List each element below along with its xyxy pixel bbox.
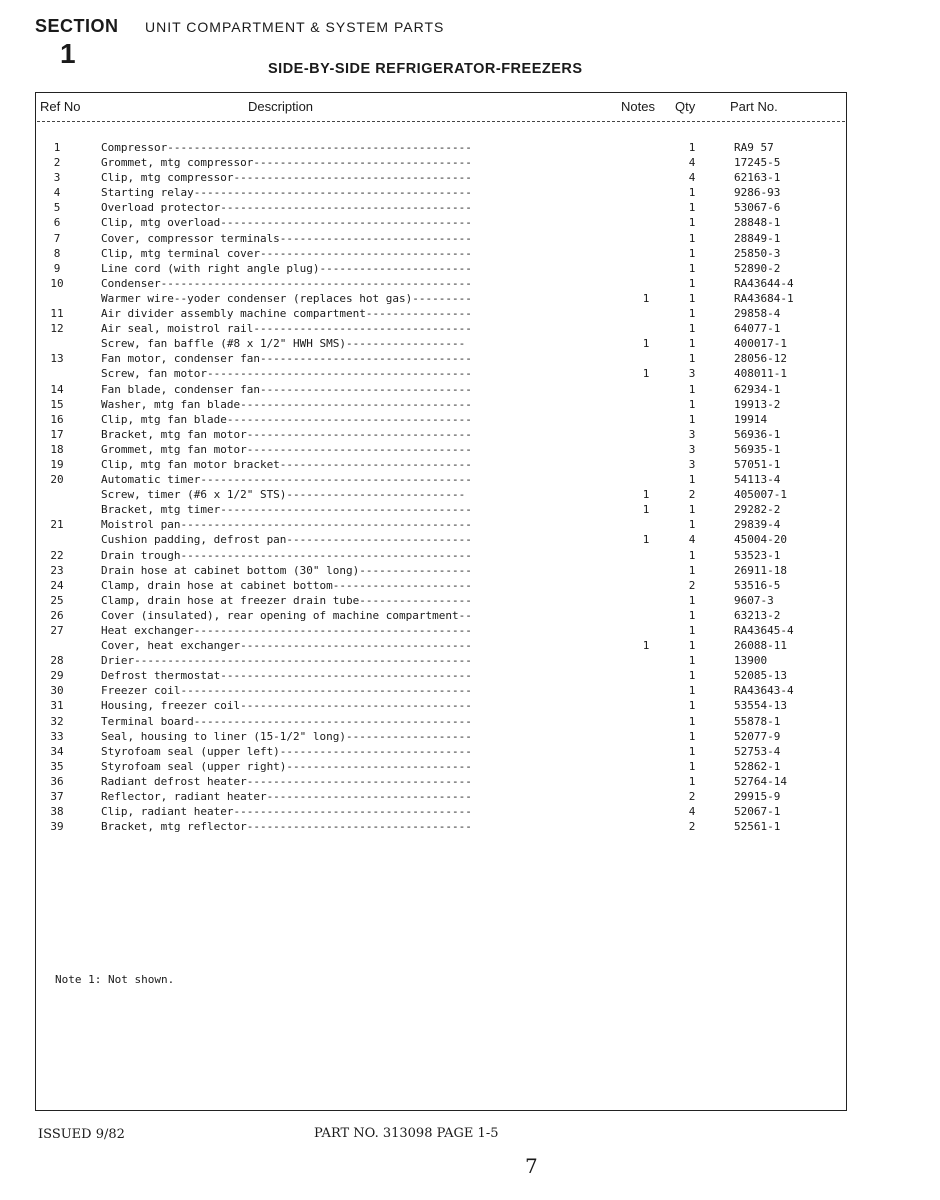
ref-no-cell: 13 [50,352,64,366]
table-row [0,276,940,291]
part-no-cell: 405007-1 [734,488,787,502]
part-no-cell: 56935-1 [734,442,781,456]
qty-cell: 1 [688,216,696,230]
description-cell: Styrofoam seal (upper left)----------------------------- [101,744,472,758]
description-cell: Clip, mtg terminal cover-------------------------------- [101,246,472,260]
table-row [0,487,940,502]
description-cell: Clamp, drain hose at cabinet bottom--------------------- [101,578,472,592]
qty-cell: 3 [688,367,696,381]
table-row [0,140,940,155]
part-no-cell: RA43645-4 [734,624,794,637]
header-qty: Qty [675,99,696,114]
qty-cell: 2 [688,578,696,592]
ref-no-cell: 21 [50,518,64,532]
part-no-cell: 17245-5 [734,156,781,170]
part-no-cell: 52067-1 [734,805,781,819]
qty-cell: 1 [688,503,696,517]
qty-cell: 1 [688,639,696,653]
ref-no-cell: 19 [50,457,64,471]
part-no-cell: 52561-1 [734,820,781,834]
qty-cell: 1 [688,548,696,562]
notes-cell: 1 [642,533,650,547]
part-no-cell: 29839-4 [734,518,781,532]
description-cell: Air seal, moistrol rail--------------------------------- [101,322,472,336]
part-no-cell: 57051-1 [734,457,781,471]
ref-no-cell: 26 [50,608,64,622]
notes-cell: 1 [642,367,650,381]
description-cell: Grommet, mtg compressor--------------------------------- [101,156,472,170]
qty-cell: 1 [688,307,696,321]
description-cell: Reflector, radiant heater------------------------------- [101,790,472,804]
qty-cell: 1 [688,684,696,698]
table-row [0,336,940,351]
ref-no-cell: 33 [50,729,64,743]
part-no-cell: 53516-5 [734,578,781,592]
description-cell: Overload protector-------------------------------------- [101,201,472,215]
ref-no-cell: 27 [50,624,64,637]
header-rule [37,121,845,122]
ref-no-cell: 1 [53,141,61,154]
table-row [0,532,940,547]
description-cell: Condenser----------------------------------------------- [101,276,472,290]
table-row [0,729,940,744]
section-number: 1 [60,38,76,69]
table-row [0,819,940,834]
table-row [0,578,940,593]
table-row [0,442,940,457]
qty-cell: 1 [688,261,696,275]
part-no-cell: 62934-1 [734,382,781,396]
qty-cell: 4 [688,156,696,170]
ref-no-cell: 28 [50,654,64,668]
qty-cell: 1 [688,397,696,411]
ref-no-cell: 4 [53,186,61,200]
header-part-no: Part No. [730,99,778,114]
qty-cell: 1 [688,337,696,351]
qty-cell: 3 [688,427,696,441]
part-no-cell: 56936-1 [734,427,781,441]
description-cell: Screw, timer (#6 x 1/2" STS)--------------------------- [101,488,466,502]
qty-cell: 1 [688,186,696,200]
part-no-cell: 19913-2 [734,397,781,411]
qty-cell: 1 [688,141,696,154]
description-cell: Screw, fan baffle (#8 x 1/2" HWH SMS)------------------ [101,337,466,351]
qty-cell: 1 [688,759,696,773]
description-cell: Styrofoam seal (upper right)---------------------------- [101,759,472,773]
qty-cell: 1 [688,699,696,713]
header-description: Description [248,99,314,114]
table-row [0,231,940,246]
ref-no-cell: 7 [53,231,61,245]
ref-no-cell: 16 [50,412,64,426]
part-no-cell: 13900 [734,654,768,668]
part-no-cell: 64077-1 [734,322,781,336]
description-cell: Air divider assembly machine compartment---------------- [101,307,472,321]
qty-cell: 1 [688,593,696,607]
ref-no-cell: 6 [53,216,61,230]
ref-no-cell: 22 [50,548,64,562]
ref-no-cell: 9 [53,261,61,275]
qty-cell: 1 [688,608,696,622]
part-no-cell: 29858-4 [734,307,781,321]
description-cell: Defrost thermostat-------------------------------------- [101,669,472,683]
ref-no-cell: 5 [53,201,61,215]
ref-no-cell: 38 [50,805,64,819]
part-no-cell: 54113-4 [734,473,781,487]
table-row [0,759,940,774]
part-no-cell: 29915-9 [734,790,781,804]
ref-no-cell: 8 [53,246,61,260]
part-no-cell: 25850-3 [734,246,781,260]
ref-no-cell: 34 [50,744,64,758]
table-row [0,366,940,381]
description-cell: Automatic timer----------------------------------------- [101,473,472,487]
page-title: SIDE-BY-SIDE REFRIGERATOR-FREEZERS [268,61,583,77]
notes-cell: 1 [642,488,650,502]
table-row [0,185,940,200]
table-row [0,351,940,366]
qty-cell: 4 [688,533,696,547]
section-label: SECTION [35,16,119,36]
ref-no-cell: 30 [50,684,64,698]
part-no-cell: 29282-2 [734,503,781,517]
part-no-cell: 62163-1 [734,171,781,185]
description-cell: Clip, radiant heater------------------------------------ [101,805,472,819]
ref-no-cell: 10 [50,276,64,290]
parts-table-body [0,140,940,834]
table-row [0,472,940,487]
description-cell: Drain hose at cabinet bottom (30" long)----------------- [101,563,472,577]
part-no-cell: 408011-1 [734,367,787,381]
part-no-cell: RA43684-1 [734,291,794,305]
description-cell: Seal, housing to liner (15-1/2" long)------------------- [101,729,472,743]
description-cell: Warmer wire--yoder condenser (replaces hot gas)--------- [101,291,472,305]
part-no-cell: 53554-13 [734,699,787,713]
qty-cell: 1 [688,669,696,683]
part-no-cell: 28056-12 [734,352,787,366]
description-cell: Line cord (with right angle plug)----------------------- [101,261,472,275]
qty-cell: 1 [688,473,696,487]
part-no-cell: 63213-2 [734,608,781,622]
table-row [0,714,940,729]
header-ref-no: Ref No [40,99,81,114]
qty-cell: 1 [688,412,696,426]
table-row [0,593,940,608]
ref-no-cell: 25 [50,593,64,607]
ref-no-cell: 31 [50,699,64,713]
footer-part-page: PART NO. 313098 PAGE 1-5 [314,1126,499,1141]
part-no-cell: 26088-11 [734,639,787,653]
description-cell: Clip, mtg fan blade------------------------------------- [101,412,472,426]
description-cell: Housing, freezer coil----------------------------------- [101,699,472,713]
description-cell: Clip, mtg compressor------------------------------------ [101,171,472,185]
description-cell: Screw, fan motor---------------------------------------- [101,367,472,381]
qty-cell: 4 [688,171,696,185]
ref-no-cell: 39 [50,820,64,834]
table-row [0,653,940,668]
section-title: UNIT COMPARTMENT & SYSTEM PARTS [145,19,445,35]
qty-cell: 1 [688,201,696,215]
description-cell: Clip, mtg fan motor bracket----------------------------- [101,457,472,471]
description-cell: Cushion padding, defrost pan---------------------------- [101,533,472,547]
part-no-cell: 52077-9 [734,729,781,743]
table-row [0,427,940,442]
table-row [0,200,940,215]
ref-no-cell: 14 [50,382,64,396]
part-no-cell: 52085-13 [734,669,787,683]
table-row [0,382,940,397]
description-cell: Fan blade, condenser fan-------------------------------- [101,382,472,396]
description-cell: Grommet, mtg fan motor---------------------------------- [101,442,472,456]
description-cell: Fan motor, condenser fan-------------------------------- [101,352,472,366]
description-cell: Cover, heat exchanger----------------------------------- [101,639,472,653]
table-row [0,638,940,653]
header-notes: Notes [621,99,655,114]
qty-cell: 1 [688,714,696,728]
notes-cell: 1 [642,639,650,653]
description-cell: Bracket, mtg timer-------------------------------------- [101,503,472,517]
table-row [0,246,940,261]
table-row [0,517,940,532]
description-cell: Bracket, mtg fan motor---------------------------------- [101,427,472,441]
footer-issued: ISSUED 9/82 [38,1127,125,1142]
ref-no-cell: 15 [50,397,64,411]
table-row [0,744,940,759]
table-row [0,668,940,683]
description-cell: Clamp, drain hose at freezer drain tube----------------- [101,593,472,607]
table-row [0,457,940,472]
table-row [0,623,940,638]
ref-no-cell: 3 [53,171,61,185]
part-no-cell: 52862-1 [734,759,781,773]
description-cell: Radiant defrost heater---------------------------------- [101,774,472,788]
description-cell: Compressor---------------------------------------------- [101,141,472,154]
qty-cell: 1 [688,276,696,290]
part-no-cell: 400017-1 [734,337,787,351]
part-no-cell: 9286-93 [734,186,781,200]
description-cell: Moistrol pan-------------------------------------------- [101,518,472,532]
qty-cell: 1 [688,654,696,668]
description-cell: Clip, mtg overload-------------------------------------- [101,216,472,230]
table-row [0,397,940,412]
table-row [0,306,940,321]
table-row [0,548,940,563]
table-row [0,563,940,578]
qty-cell: 2 [688,488,696,502]
ref-no-cell: 2 [53,156,61,170]
part-no-cell: 19914 [734,412,768,426]
qty-cell: 4 [688,805,696,819]
qty-cell: 1 [688,322,696,336]
table-row [0,804,940,819]
part-no-cell: 53067-6 [734,201,781,215]
qty-cell: 1 [688,352,696,366]
description-cell: Washer, mtg fan blade----------------------------------- [101,397,472,411]
table-row [0,170,940,185]
qty-cell: 1 [688,744,696,758]
table-row [0,321,940,336]
ref-no-cell: 32 [50,714,64,728]
qty-cell: 1 [688,563,696,577]
ref-no-cell: 12 [50,322,64,336]
table-row [0,215,940,230]
table-row [0,683,940,698]
qty-cell: 1 [688,729,696,743]
part-no-cell: 28849-1 [734,231,781,245]
part-no-cell: 45004-20 [734,533,787,547]
description-cell: Heat exchanger------------------------------------------ [101,624,472,637]
description-cell: Bracket, mtg reflector---------------------------------- [101,820,472,834]
part-no-cell: 53523-1 [734,548,781,562]
table-row [0,698,940,713]
qty-cell: 1 [688,246,696,260]
ref-no-cell: 23 [50,563,64,577]
part-no-cell: 26911-18 [734,563,787,577]
description-cell: Drain trough-------------------------------------------- [101,548,472,562]
qty-cell: 3 [688,457,696,471]
part-no-cell: 52753-4 [734,744,781,758]
description-cell: Drier--------------------------------------------------- [101,654,472,668]
part-no-cell: 52764-14 [734,774,787,788]
qty-cell: 1 [688,774,696,788]
table-row [0,412,940,427]
ref-no-cell: 37 [50,790,64,804]
table-row [0,774,940,789]
table-row [0,789,940,804]
table-row [0,261,940,276]
ref-no-cell: 35 [50,759,64,773]
qty-cell: 1 [688,291,696,305]
ref-no-cell: 17 [50,427,64,441]
part-no-cell: 28848-1 [734,216,781,230]
description-cell: Freezer coil-------------------------------------------- [101,684,472,698]
part-no-cell: 9607-3 [734,593,774,607]
footnote: Note 1: Not shown. [55,973,175,986]
table-row [0,608,940,623]
notes-cell: 1 [642,503,650,517]
ref-no-cell: 20 [50,473,64,487]
ref-no-cell: 18 [50,442,64,456]
table-row [0,155,940,170]
part-no-cell: 52890-2 [734,261,781,275]
ref-no-cell: 29 [50,669,64,683]
description-cell: Cover, compressor terminals----------------------------- [101,231,472,245]
description-cell: Cover (insulated), rear opening of machine compartment-- [101,608,472,622]
qty-cell: 1 [688,518,696,532]
ref-no-cell: 36 [50,774,64,788]
qty-cell: 1 [688,231,696,245]
qty-cell: 1 [688,382,696,396]
description-cell: Starting relay------------------------------------------ [101,186,472,200]
qty-cell: 3 [688,442,696,456]
qty-cell: 2 [688,820,696,834]
part-no-cell: RA43644-4 [734,276,794,290]
part-no-cell: RA43643-4 [734,684,794,698]
qty-cell: 2 [688,790,696,804]
table-row [0,502,940,517]
table-row [0,291,940,306]
part-no-cell: 55878-1 [734,714,781,728]
part-no-cell: RA9 57 [734,141,774,154]
page-number: 7 [525,1154,538,1178]
ref-no-cell: 11 [50,307,64,321]
description-cell: Terminal board------------------------------------------ [101,714,472,728]
ref-no-cell: 24 [50,578,64,592]
notes-cell: 1 [642,291,650,305]
notes-cell: 1 [642,337,650,351]
qty-cell: 1 [688,624,696,637]
